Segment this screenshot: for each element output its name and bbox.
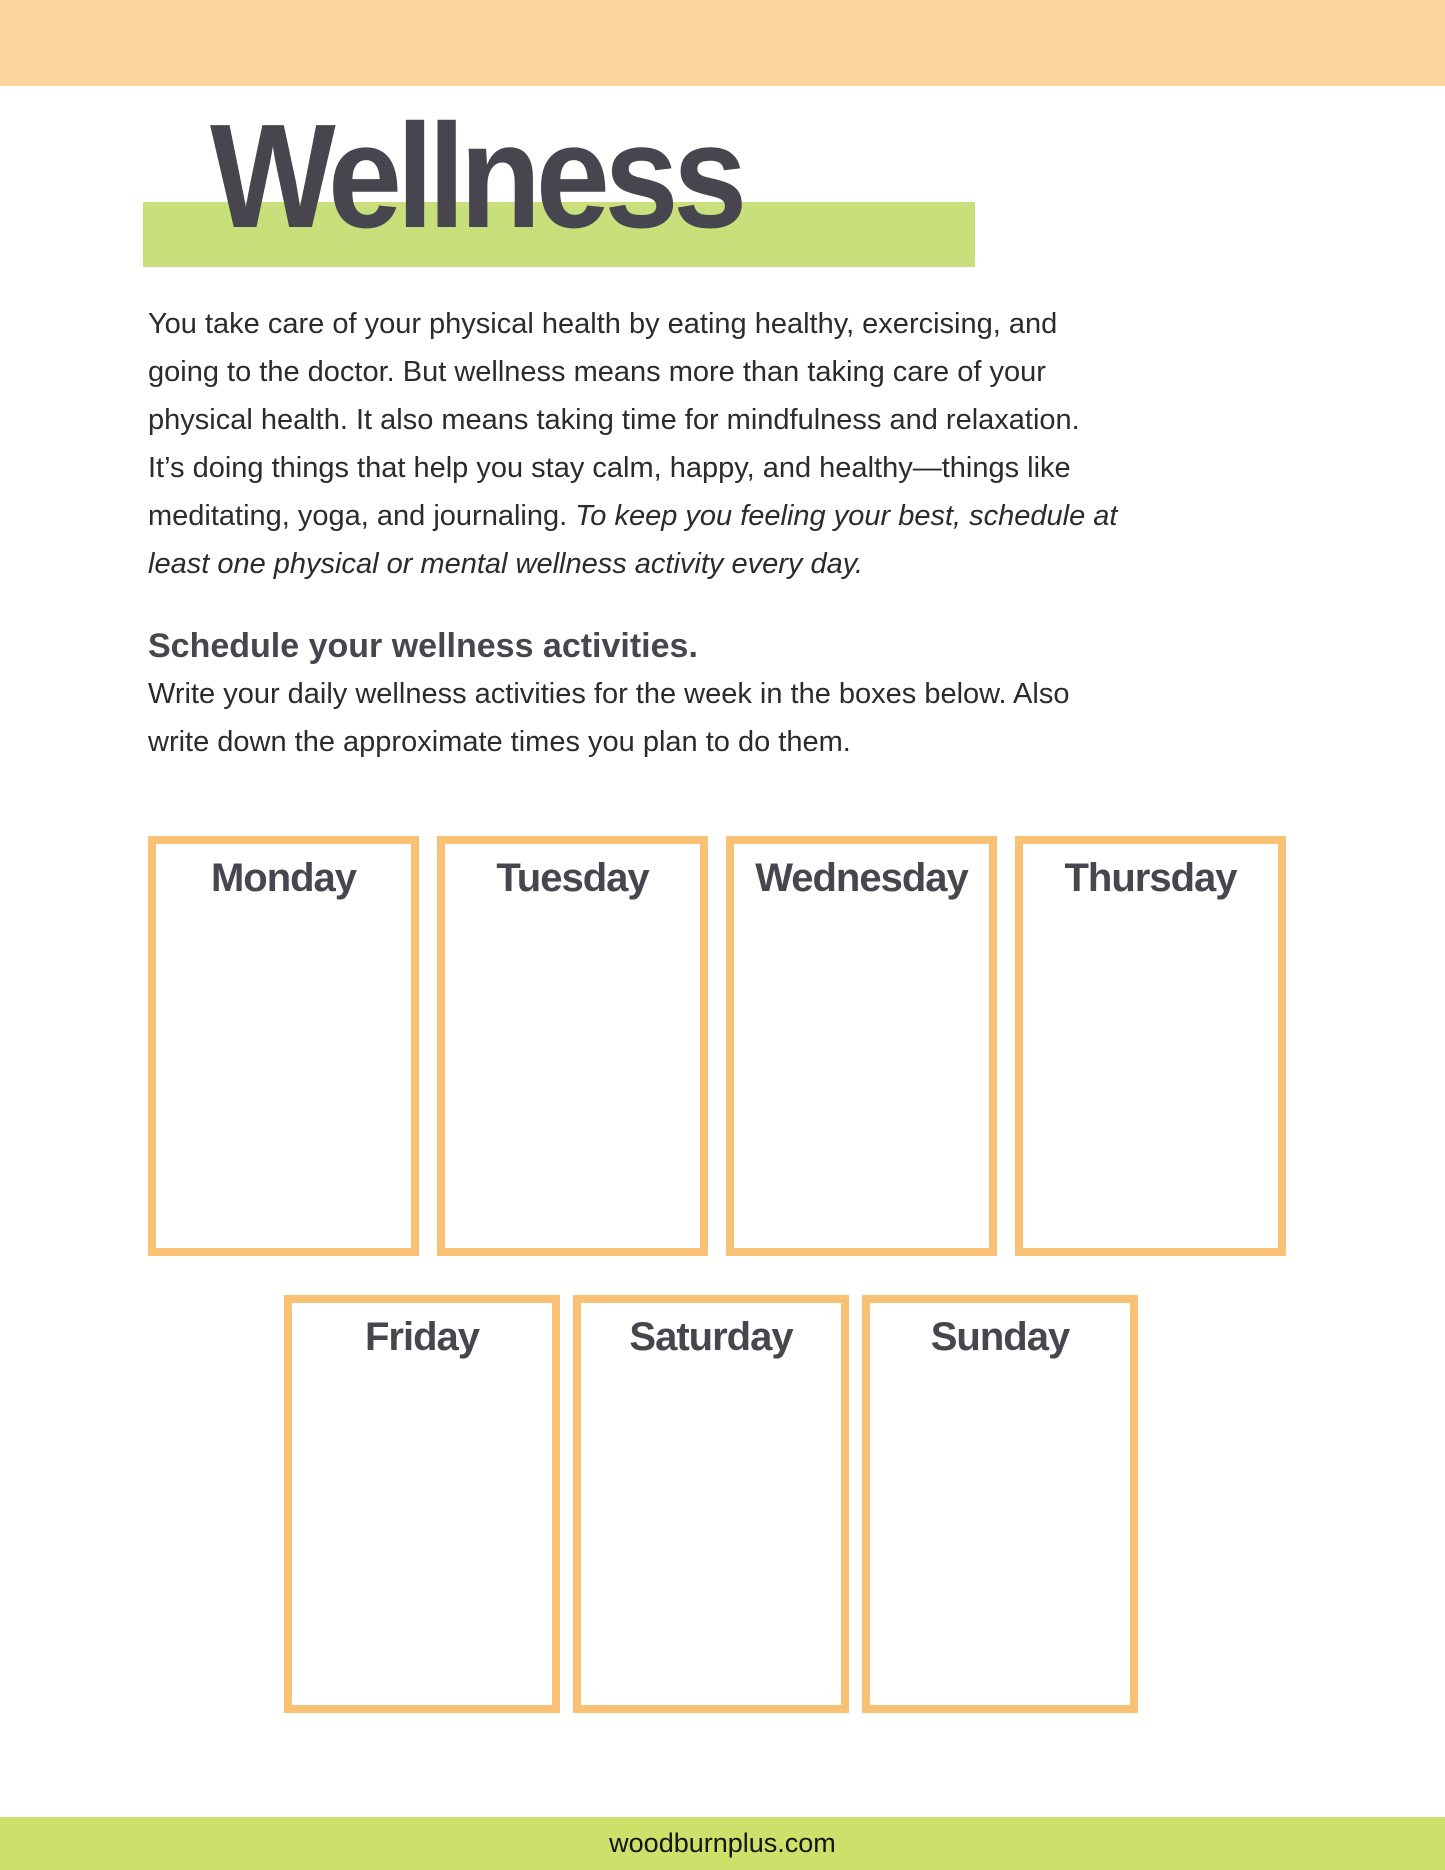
day-label-tuesday: Tuesday xyxy=(496,856,649,900)
intro-line-italic-part: To keep you feeling your best, schedule at xyxy=(575,500,1118,532)
tuesday-writing-area[interactable] xyxy=(445,901,700,1248)
day-box-friday xyxy=(284,1295,560,1713)
day-box-wednesday xyxy=(726,836,997,1256)
monday-writing-area[interactable] xyxy=(156,901,411,1248)
instructions-line: write down the approximate times you plan to do them. xyxy=(148,726,851,758)
day-label-wednesday: Wednesday xyxy=(755,856,968,900)
day-label-thursday: Thursday xyxy=(1064,856,1237,900)
page-title: Wellness xyxy=(210,94,742,259)
intro-line: It’s doing things that help you stay calm, happy, and healthy—things like xyxy=(148,452,1071,484)
section-heading: Schedule your wellness activities. xyxy=(148,627,698,665)
instructions-paragraph xyxy=(148,670,1069,766)
day-label-sunday: Sunday xyxy=(930,1315,1070,1359)
intro-line: going to the doctor. But wellness means more than taking care of your xyxy=(148,356,1046,388)
day-box-saturday xyxy=(573,1295,849,1713)
intro-line: You take care of your physical health by eating healthy, exercising, and xyxy=(148,308,1058,340)
day-label-friday: Friday xyxy=(364,1315,480,1359)
saturday-writing-area[interactable] xyxy=(581,1360,841,1705)
friday-writing-area[interactable] xyxy=(292,1360,552,1705)
wednesday-writing-area[interactable] xyxy=(734,901,989,1248)
intro-line-italic: least one physical or mental wellness activity every day. xyxy=(148,548,864,580)
sunday-writing-area[interactable] xyxy=(870,1360,1130,1705)
day-label-saturday: Saturday xyxy=(629,1315,793,1359)
day-box-tuesday xyxy=(437,836,708,1256)
intro-line xyxy=(148,492,1117,540)
intro-line: physical health. It also means taking time for mindfulness and relaxation. xyxy=(148,404,1080,436)
footer-band xyxy=(0,1817,1445,1870)
top-decorative-band xyxy=(0,0,1445,86)
day-box-monday xyxy=(148,836,419,1256)
day-box-sunday xyxy=(862,1295,1138,1713)
intro-paragraph xyxy=(148,300,1117,588)
instructions-line: Write your daily wellness activities for the week in the boxes below. Also xyxy=(148,678,1070,710)
day-label-monday: Monday xyxy=(210,856,357,900)
footer-url: woodburnplus.com xyxy=(609,1828,836,1858)
thursday-writing-area[interactable] xyxy=(1023,901,1278,1248)
intro-line-regular-part: meditating, yoga, and journaling. xyxy=(148,500,576,532)
day-box-thursday xyxy=(1015,836,1286,1256)
